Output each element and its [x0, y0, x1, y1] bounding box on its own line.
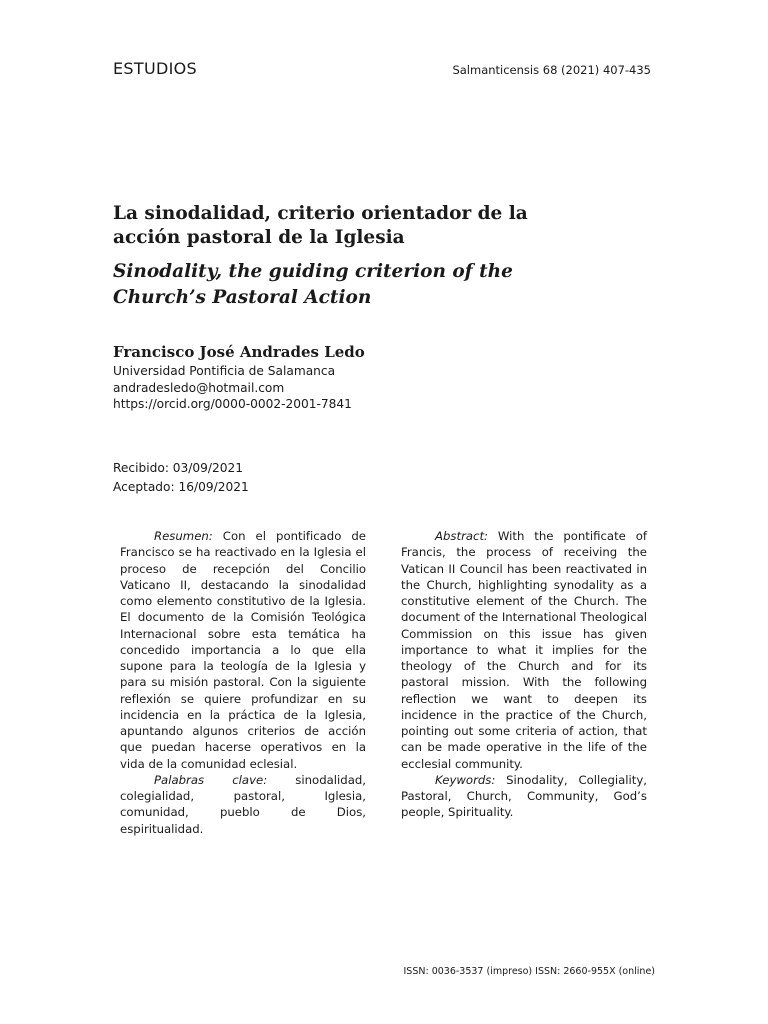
abstract-english-lead: Abstract: [435, 529, 488, 543]
keywords-spanish-lead: Palabras clave: [154, 772, 268, 787]
author-block [113, 341, 533, 413]
author-orcid-link[interactable]: https://orcid.org/0000-0002-2001-7841 [113, 397, 352, 411]
accepted-date: Aceptado: 16/09/2021 [113, 480, 249, 494]
abstract-english-text: With the pontificate of Francis, the process of receiving the Vatican II Council has been reactivated in the Church, highlighting synodality as a constitutive element of the Church. The document of the International Theological Commission on this issue has given importance to what it implies for the theology of the Church and for its pastoral mission. With the following reflection we want to deepen its incidence in the practice of the Church, pointing out some criteria of action, that can be made operative in the life of the ecclesial community. [401, 529, 647, 771]
footer-issn: ISSN: 0036-3537 (impreso) ISSN: 2660-955X (online) [403, 966, 655, 977]
author-affiliation: Universidad Pontificia de Salamanca [113, 364, 336, 378]
abstract-english-paragraph [401, 528, 647, 772]
submission-dates [113, 459, 249, 497]
author-name: Francisco José Andrades Ledo [113, 343, 365, 361]
section-label: ESTUDIOS [113, 59, 197, 78]
article-title-spanish: La sinodalidad, criterio orientador de la acción pastoral de la Iglesia [113, 203, 528, 248]
abstract-spanish-paragraph [120, 528, 366, 772]
journal-reference: Salmanticensis 68 (2021) 407-435 [452, 63, 651, 77]
keywords-english-text: Sinodality, Collegiality, Pastoral, Church, Community, God’s people, Spirituality. [401, 772, 647, 820]
author-email[interactable]: andradesledo@hotmail.com [113, 380, 285, 395]
keywords-spanish-paragraph [120, 772, 366, 837]
abstract-spanish [120, 528, 366, 837]
received-date: Recibido: 03/09/2021 [113, 461, 244, 475]
keywords-english-paragraph [401, 772, 647, 821]
abstract-spanish-text: Con el pontificado de Francisco se ha reactivado en la Iglesia el proceso de recepción del Concilio Vaticano II, destacando la sinodalidad como elemento constitutivo de la Iglesia. El documento de la Comisión Teológica Internacional sobre esta temática ha concedido importancia a lo que ella supone para la teología de la Iglesia y para su misión pastoral. Con la siguiente reflexión se quiere profundizar en su incidencia en la práctica de la Iglesia, apuntando algunos criterios de acción que puedan hacerse operativos en la vida de la comunidad eclesial. [120, 529, 366, 771]
keywords-english-lead: Keywords: [435, 772, 496, 787]
keywords-spanish-text: sinodalidad, colegialidad, pastoral, Iglesia, comunidad, pueblo de Dios, espiritualidad. [120, 772, 366, 836]
abstract-spanish-lead: Resumen: [154, 529, 213, 543]
abstract-english [401, 528, 647, 821]
article-title-english: Sinodality, the guiding criterion of the Church’s Pastoral Action [113, 261, 513, 308]
